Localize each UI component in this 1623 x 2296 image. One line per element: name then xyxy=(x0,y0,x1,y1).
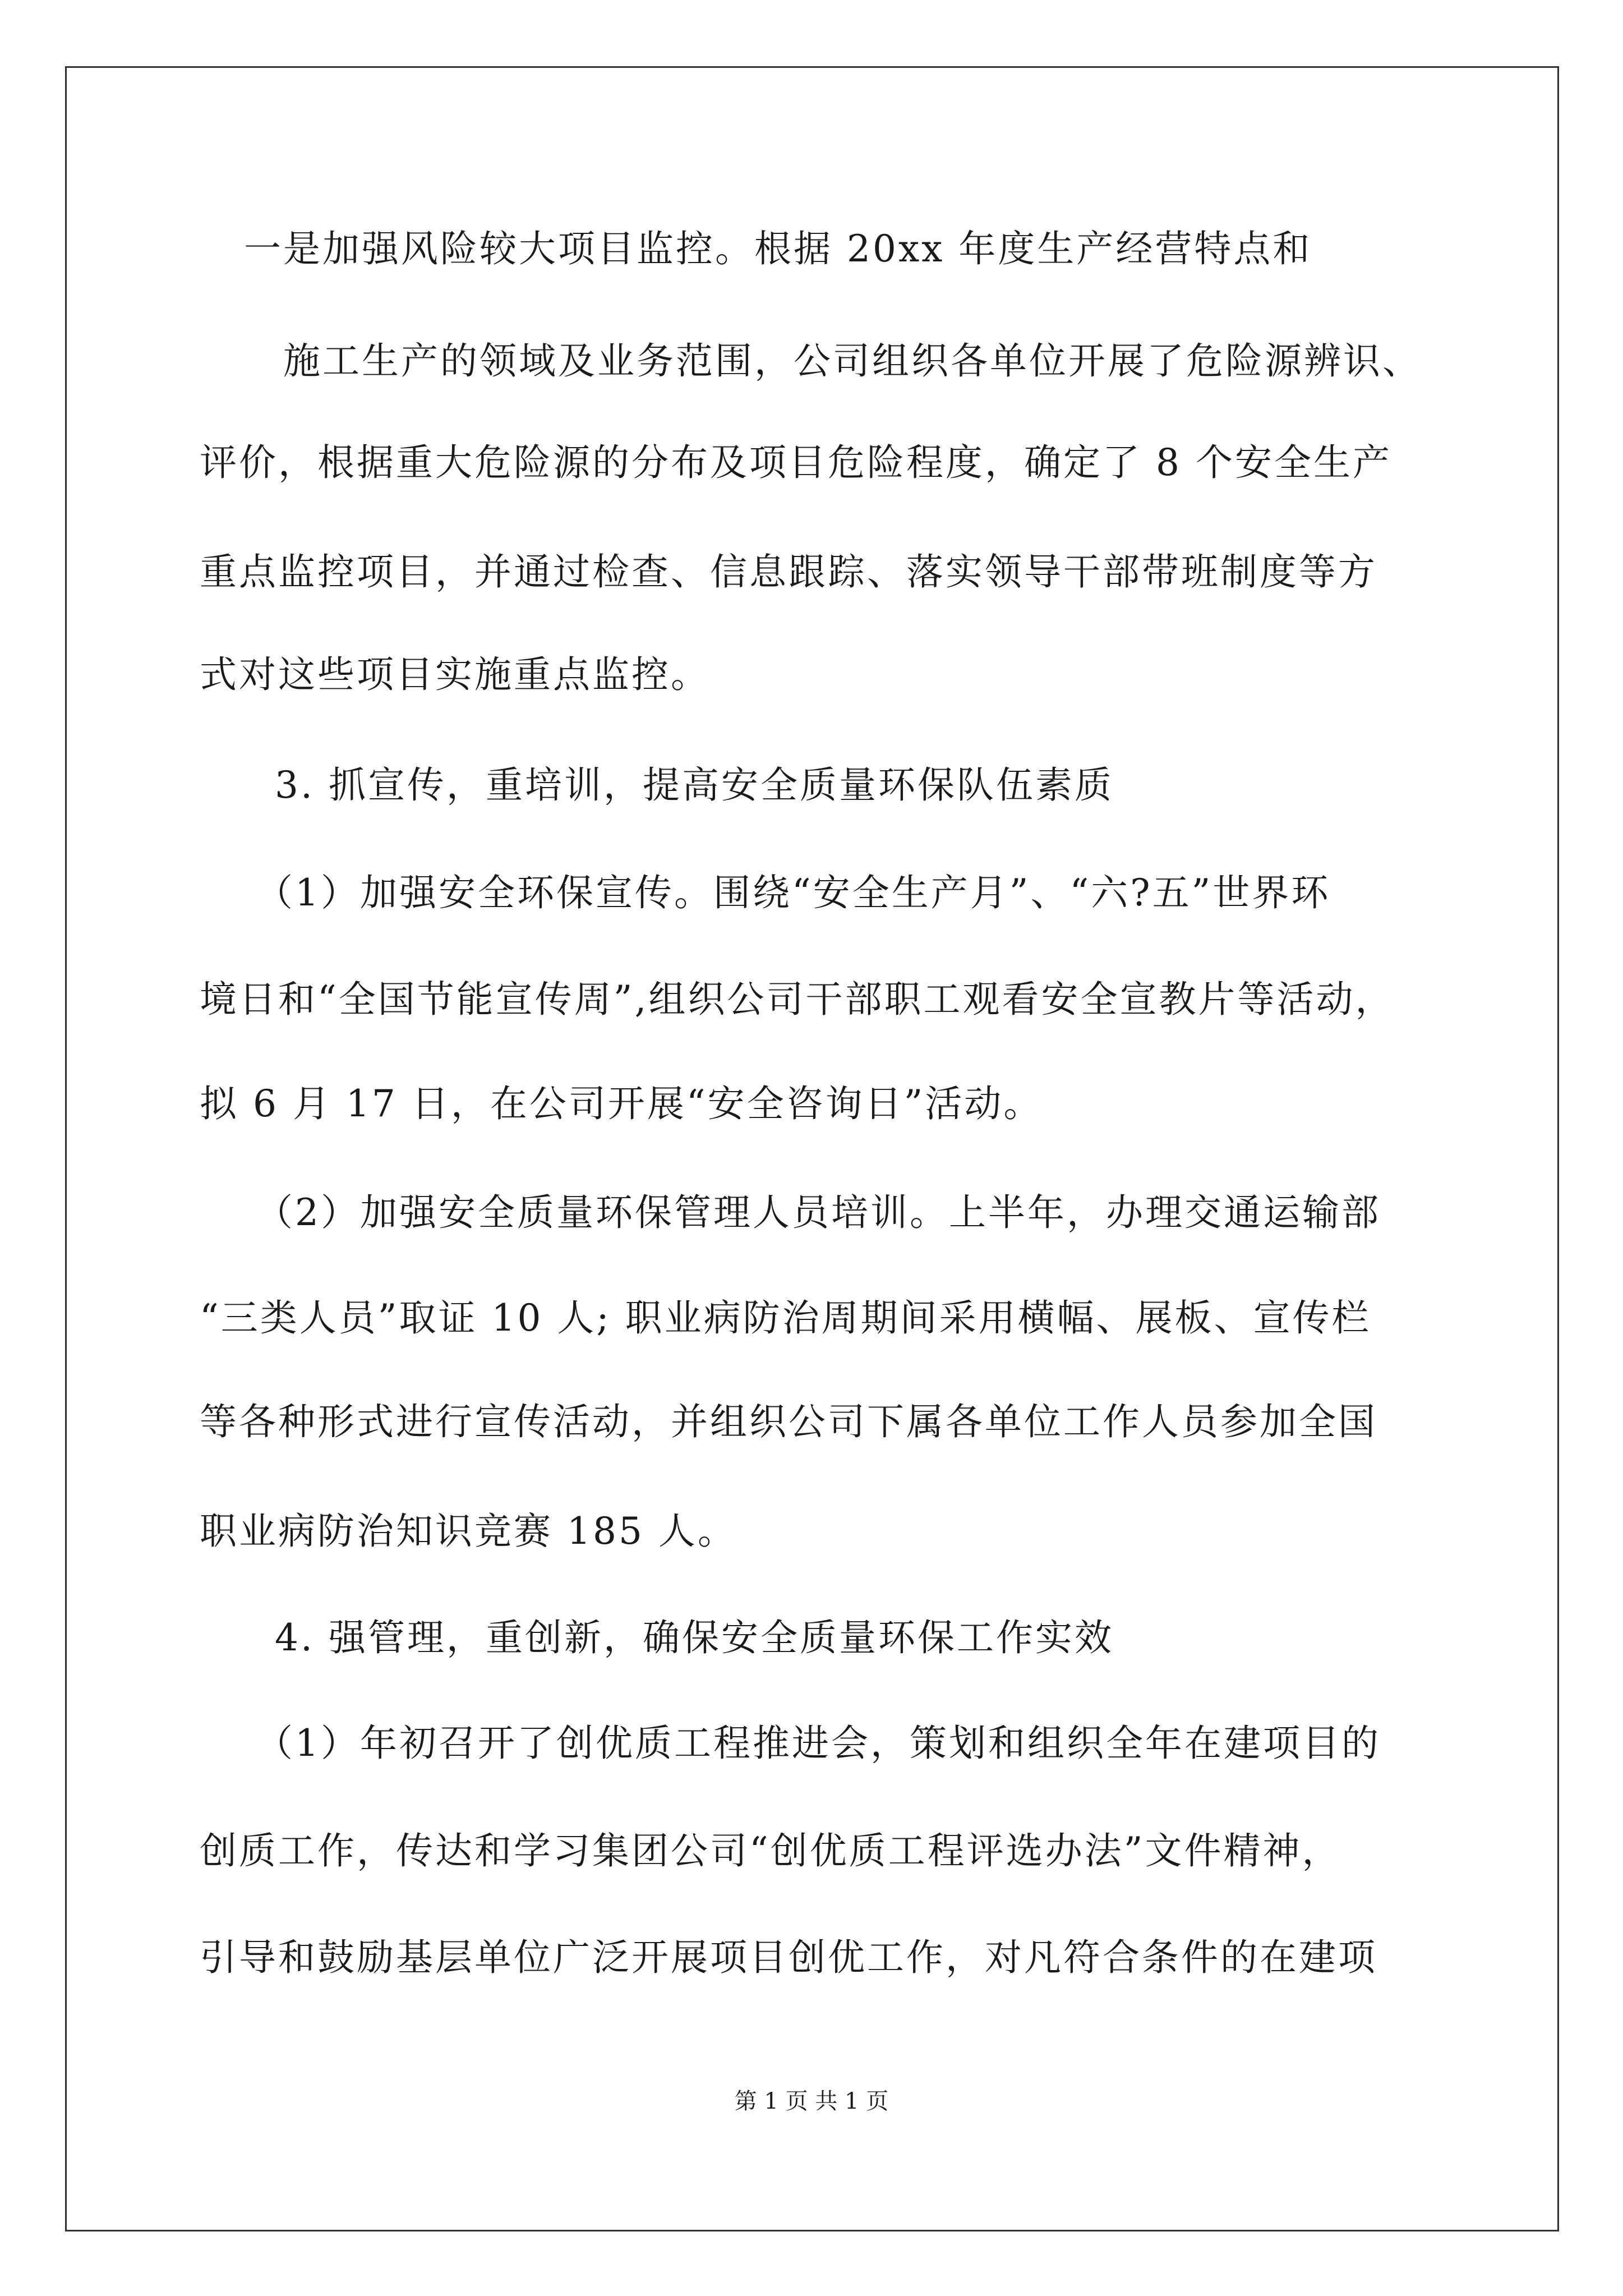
body-line: （1）年初召开了创优质工程推进会，策划和组织全年在建项目的 xyxy=(256,1722,1381,1765)
body-line: （2）加强安全质量环保管理人员培训。上半年，办理交通运输部 xyxy=(256,1191,1381,1234)
body-line: 一是加强风险较大项目监控。根据 20xx 年度生产经营特点和 xyxy=(244,227,1312,270)
body-line: （1）加强安全环保宣传。围绕“安全生产月”、“六?五”世界环 xyxy=(256,871,1331,914)
body-line: 评价，根据重大危险源的分布及项目危险程度，确定了 8 个安全生产 xyxy=(200,441,1392,484)
body-line: 重点监控项目，并通过检查、信息跟踪、落实领导干部带班制度等方 xyxy=(200,550,1377,593)
body-line: 式对这些项目实施重点监控。 xyxy=(200,653,710,696)
section-heading: 4. 强管理，重创新，确保安全质量环保工作实效 xyxy=(275,1616,1114,1659)
page-number-footer: 第 1 页 共 1 页 xyxy=(734,2088,889,2114)
body-line: 拟 6 月 17 日，在公司开展“安全咨询日”活动。 xyxy=(200,1082,1043,1125)
body-line: 施工生产的领域及业务范围，公司组织各单位开展了危险源辨识、 xyxy=(283,339,1422,383)
body-line: 等各种形式进行宣传活动，并组织公司下属各单位工作人员参加全国 xyxy=(200,1400,1377,1443)
body-line: “三类人员”取证 10 人; 职业病防治周期间采用横幅、展板、宣传栏 xyxy=(200,1296,1371,1340)
body-line: 引导和鼓励基层单位广泛开展项目创优工作，对凡符合条件的在建项 xyxy=(200,1936,1377,1979)
section-heading: 3. 抓宣传，重培训，提高安全质量环保队伍素质 xyxy=(275,763,1114,807)
body-line: 职业病防治知识竞赛 185 人。 xyxy=(200,1510,737,1553)
body-line: 境日和“全国节能宣传周”,组织公司干部职工观看安全宣教片等活动， xyxy=(200,978,1395,1021)
page-border xyxy=(65,66,1559,2231)
body-line: 创质工作，传达和学习集团公司“创优质工程评选办法”文件精神， xyxy=(200,1829,1341,1872)
